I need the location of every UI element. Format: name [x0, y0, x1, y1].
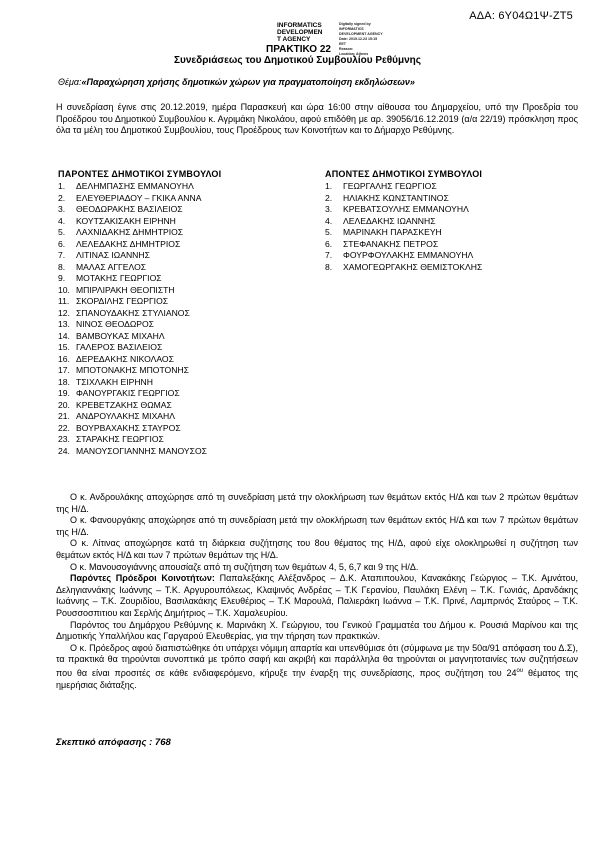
member-item [58, 377, 221, 389]
member-name: ΓΑΛΕΡΟΣ ΒΑΣΙΛΕΙΟΣ [76, 342, 163, 352]
body-paragraph [56, 643, 578, 691]
member-name: ΣΤΑΡΑΚΗΣ ΓΕΩΡΓΙΟΣ [76, 434, 164, 444]
ada-code: ΑΔΑ: 6Υ04Ω1Ψ-ΖΤ5 [469, 10, 573, 22]
member-name: ΚΟΥΤΣΑΚΙΣΑΚΗ ΕΙΡΗΝΗ [76, 215, 176, 226]
member-name: ΜΟΤΑΚΗΣ ΓΕΩΡΓΙΟΣ [76, 273, 162, 283]
stamp-details [339, 22, 383, 57]
member-name: ΛΕΛΕΔΑΚΗΣ ΔΗΜΗΤΡΙΟΣ [76, 238, 181, 249]
member-number: 16. [58, 353, 70, 364]
member-number: 22. [58, 422, 70, 433]
body-paragraph: Ο κ. Μανουσογιάννης απουσίαζε από τη συζήτηση των θεμάτων 4, 5, 6,7 και 9 της Η/Δ. [70, 561, 419, 572]
absent-heading: ΑΠΟΝΤΕΣ ΔΗΜΟΤΙΚΟΙ ΣΥΜΒΟΥΛΟΙ [325, 169, 483, 179]
body-text: θέματος της ημερήσιας διάταξης. [56, 667, 578, 690]
community-presidents-label: Παρόντες Πρόεδροι Κοινοτήτων: [70, 573, 215, 584]
absent-members-list [325, 181, 482, 273]
member-name: ΛΑΧΝΙΔΑΚΗΣ ΔΗΜΗΤΡΙΟΣ [76, 227, 184, 237]
page-subtitle: Συνεδριάσεως του Δημοτικού Συμβουλίου Ρεθύμνης [174, 55, 421, 66]
member-name: ΣΚΟΡΔΙΛΗΣ ΓΕΩΡΓΙΟΣ [76, 296, 169, 306]
member-item [58, 365, 221, 377]
member-name: ΗΛΙΑΚΗΣ ΚΩΝΣΤΑΝΤΙΝΟΣ [343, 192, 449, 203]
stamp-detail: Reason: [339, 47, 354, 51]
member-number: 3. [58, 204, 66, 214]
body-paragraph: Ο κ. Ανδρουλάκης αποχώρησε από τη συνεδρίαση μετά την ολοκλήρωση των θεμάτων εκτός Η/Δ και των 2 πρώτων θεμάτων της Η/Δ. [56, 492, 578, 514]
member-item [58, 296, 221, 308]
subject-line [58, 77, 415, 87]
member-name: ΚΡΕΒΑΤΣΟΥΛΗΣ ΕΜΜΑΝΟΥΗΛ [343, 204, 469, 214]
member-number: 23. [58, 434, 70, 444]
member-item [58, 273, 221, 285]
decision-reasoning: Σκεπτικό απόφασης : 768 [56, 737, 171, 748]
member-item [58, 308, 221, 320]
member-number: 20. [58, 399, 70, 410]
member-number: 2. [58, 192, 66, 203]
member-name: ΕΛΕΥΘΕΡΙΑΔΟΥ – ΓΚΙΚΑ ΑΝΝΑ [76, 192, 202, 203]
member-name: ΑΝΔΡΟΥΛΑΚΗΣ ΜΙΧΑΗΛ [76, 411, 175, 421]
member-number: 14. [58, 330, 70, 341]
member-number: 6. [58, 238, 66, 249]
subject-label: Θέμα: [58, 77, 82, 87]
stamp-detail: Digitally signed by [339, 22, 371, 26]
member-number: 1. [58, 181, 66, 191]
member-item [58, 239, 221, 251]
community-presidents-paragraph [56, 573, 578, 619]
member-item [58, 400, 221, 412]
member-item [58, 227, 221, 239]
member-name: ΝΙΝΟΣ ΘΕΟΔΩΡΟΣ [76, 319, 154, 329]
member-name: ΜΠΟΤΟΝΑΚΗΣ ΜΠΟΤΟΝΗΣ [76, 365, 189, 375]
member-number: 17. [58, 365, 70, 375]
member-number: 21. [58, 411, 70, 421]
member-number: 7. [325, 250, 333, 260]
member-number: 7. [58, 250, 66, 260]
member-item [58, 285, 221, 297]
member-item [325, 181, 482, 193]
member-number: 5. [58, 227, 66, 237]
member-item [58, 423, 221, 435]
member-name: ΦΑΝΟΥΡΓΑΚΙΣ ΓΕΩΡΓΙΟΣ [76, 388, 180, 398]
subject-value: «Παραχώρηση χρήσης δημοτικών χώρων για πραγματοποίηση εκδηλώσεων» [81, 77, 415, 87]
minutes-number: 22 [319, 44, 331, 55]
member-number: 2. [325, 192, 333, 203]
member-item [58, 388, 221, 400]
member-name: ΛΙΤΙΝΑΣ ΙΩΑΝΝΗΣ [76, 250, 150, 260]
intro-paragraph: Η συνεδρίαση έγινε στις 20.12.2019, ημέρα Παρασκευή και ώρα 16:00 στην αίθουσα του Δημαρχείου, υπό την Προεδρία του Προέδρου του Δημοτικού Συμβουλίου κ. Αγριμάκη Νικολάου, αφού επιδόθη με αρ. 39056/16.12.2019 (α/α 22/19) πρόσκληση προς όλα τα μέλη του Δημοτικού Συμβουλίου, τους Προέδρους των Κοινοτήτων και το Δήμαρχο Ρεθύμνης. [56, 102, 578, 136]
member-name: ΛΕΛΕΔΑΚΗΣ ΙΩΑΝΝΗΣ [343, 215, 436, 226]
member-item [325, 216, 482, 228]
member-name: ΔΕΡΕΔΑΚΗΣ ΝΙΚΟΛΑΟΣ [76, 353, 174, 364]
member-number: 6. [325, 238, 333, 249]
member-name: ΧΑΜΟΓΕΩΡΓΑΚΗΣ ΘΕΜΙΣΤΟΚΛΗΣ [343, 261, 483, 272]
stamp-detail: INFORMATICS [339, 27, 364, 31]
member-item [58, 354, 221, 366]
body-text: Ο κ. Πρόεδρος αφού διαπιστώθηκε ότι υπάρχει νόμιμη απαρτία και υπενθύμισε ότι (σύμφωνα με την 50α/91 απόφαση του Δ.Σ), τα πρακτικά θα τηρούνται συνοπτικά με τρόπο σαφή και ακριβή και παράλληλα θα τηρούνται οι μαγνητοταινίες των συζητήσεων που θα είναι προσιτές σε κάθε ενδιαφερόμενο, κήρυξε την έναρξη της συνεδρίασης, προς συζήτηση του 24 [56, 642, 578, 678]
member-number: 12. [58, 307, 70, 318]
member-name: ΜΠΙΡΛΙΡΑΚΗ ΘΕΟΠΙΣΤΗ [76, 284, 175, 295]
member-name: ΜΑΡΙΝΑΚΗ ΠΑΡΑΣΚΕΥΗ [343, 227, 442, 237]
member-item [325, 193, 482, 205]
member-number: 5. [325, 227, 333, 237]
member-item [58, 181, 221, 193]
present-heading: ΠΑΡΟΝΤΕΣ ΔΗΜΟΤΙΚΟΙ ΣΥΜΒΟΥΛΟΙ [58, 169, 222, 179]
present-members-column [58, 169, 221, 457]
stamp-detail: DEVELOPMENT AGENCY [339, 32, 383, 36]
body-paragraph: Παρόντος του Δημάρχου Ρεθύμνης κ. Μαρινάκη Χ. Γεώργιου, του Γενικού Γραμματέα του Δήμου κ. Ρουσιά Μαρίνου και της Δημοτικής Υπαλλήλου κας Γαργαρού Ελευθερίας, για την τήρηση των πρακτικών. [56, 619, 578, 642]
member-item [58, 319, 221, 331]
member-name: ΣΠΑΝΟΥΔΑΚΗΣ ΣΤΥΛΙΑΝΟΣ [76, 307, 190, 318]
member-item [58, 411, 221, 423]
member-number: 8. [58, 261, 66, 272]
member-item [325, 250, 482, 262]
member-item [325, 239, 482, 251]
member-name: ΒΑΜΒΟΥΚΑΣ ΜΙΧΑΗΛ [76, 330, 165, 341]
stamp-line: INFORMATICS [277, 22, 322, 29]
member-name: ΓΕΩΡΓΑΛΗΣ ΓΕΩΡΓΙΟΣ [343, 181, 437, 191]
member-item [325, 262, 482, 274]
member-item [325, 227, 482, 239]
stamp-detail: Date: 2019.12.23 15:15 [339, 37, 378, 41]
minutes-body [56, 492, 578, 691]
member-item [58, 216, 221, 228]
member-name: ΣΤΕΦΑΝΑΚΗΣ ΠΕΤΡΟΣ [343, 238, 439, 249]
member-number: 24. [58, 445, 70, 456]
stamp-detail: Location: Athens [339, 52, 369, 56]
stamp-line: T AGENCY [277, 36, 311, 43]
member-item [58, 250, 221, 262]
body-paragraph: Ο κ. Φανουργάκης αποχώρησε από τη συνεδρίαση μετά την ολοκλήρωση των θεμάτων εκτός Η/Δ και των 7 πρώτων θεμάτων της Η/Δ. [56, 515, 578, 537]
minutes-title [266, 44, 331, 55]
member-name: ΜΑΛΑΣ ΑΓΓΕΛΟΣ [76, 261, 147, 272]
member-item [58, 446, 221, 458]
ordinal-suffix: ου [516, 667, 524, 674]
community-presidents-list: Παπαλεξάκης Αλέξανδρος – Δ.Κ. Αταπιπουλου, Κανακάκης Γεώργιος – Τ.Κ. Αμνάτου, Δεληγιαννάκης Ιωάννης – Τ.Κ. Αργυρουπόλεως, Κλαψινός Ανδρέας – Τ.Κ Γερανίου, Παυλάκη Ελένη – Τ.Κ. Γωνιάς, Δρανδάκης Ιωάννης – Τ.Κ. Ζουριδίου, Βασιλακάκης Ελευθέριος – Τ.Κ Μαρουλά, Παλιεράκη Ιωάννα – Τ.Κ. Πρινέ, Λαμπρινός Σταύρος – Τ.Κ. Ρουσσοσπιτιου και Σερλής Δημήτριος – Τ.Κ. Χαμαλευρίου. [56, 573, 578, 618]
present-members-list [58, 181, 221, 457]
member-number: 15. [58, 342, 70, 352]
member-name: ΚΡΕΒΕΤΖΑΚΗΣ ΘΩΜΑΣ [76, 399, 172, 410]
member-number: 4. [325, 215, 333, 226]
member-item [58, 331, 221, 343]
member-number: 3. [325, 204, 333, 214]
member-item [325, 204, 482, 216]
minutes-label: ΠΡΑΚΤΙΚΟ [266, 44, 318, 55]
member-number: 11. [58, 296, 70, 306]
stamp-detail: EET [339, 42, 346, 46]
member-item [58, 342, 221, 354]
member-item [58, 262, 221, 274]
member-name: ΦΟΥΡΦΟΥΛΑΚΗΣ ΕΜΜΑΝΟΥΗΛ [343, 250, 474, 260]
member-name: ΒΟΥΡΒΑΧΑΚΗΣ ΣΤΑΥΡΟΣ [76, 422, 181, 433]
member-number: 10. [58, 284, 70, 295]
body-paragraph: Ο κ. Λίτινας αποχώρησε κατά τη διάρκεια συζήτησης του 8ου θέματος της Η/Δ, αφού είχε ολοκληρωθεί η συζήτηση των θεμάτων εκτός Η/Δ και των 7 πρώτων θεμάτων της Η/Δ. [56, 538, 578, 560]
member-number: 13. [58, 319, 70, 329]
member-name: ΘΕΟΔΩΡΑΚΗΣ ΒΑΣΙΛΕΙΟΣ [76, 204, 183, 214]
member-number: 18. [58, 376, 70, 387]
member-item [58, 434, 221, 446]
member-number: 4. [58, 215, 66, 226]
member-number: 19. [58, 388, 70, 398]
absent-members-column [325, 169, 482, 273]
member-name: ΜΑΝΟΥΣΟΓΙΑΝΝΗΣ ΜΑΝΟΥΣΟΣ [76, 445, 207, 456]
member-number: 1. [325, 181, 333, 191]
member-number: 9. [58, 273, 66, 283]
member-number: 8. [325, 261, 333, 272]
stamp-line: DEVELOPMEN [277, 29, 323, 36]
member-item [58, 193, 221, 205]
member-item [58, 204, 221, 216]
member-name: ΤΣΙΧΛΑΚΗ ΕΙΡΗΝΗ [76, 376, 153, 387]
member-name: ΔΕΛΗΜΠΑΣΗΣ ΕΜΜΑΝΟΥΗΛ [76, 181, 194, 191]
